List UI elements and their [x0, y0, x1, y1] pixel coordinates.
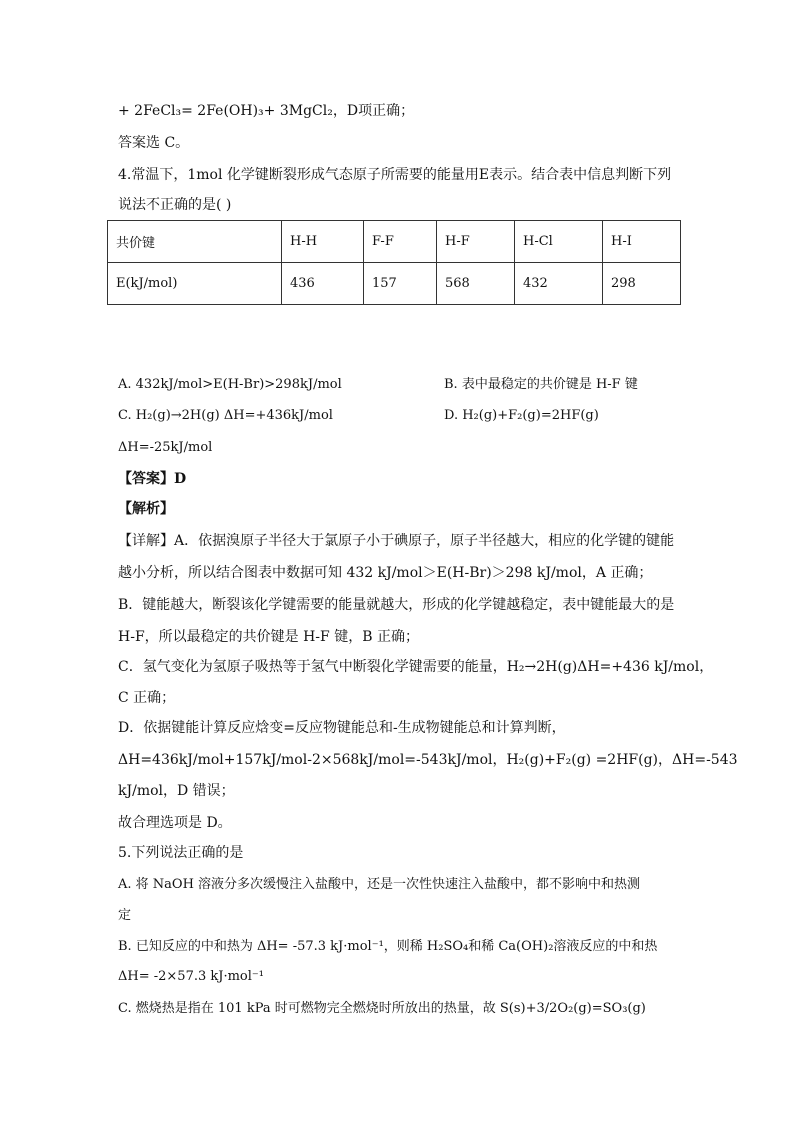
table-cell: 298 — [603, 263, 681, 305]
q4-option-a: A. 432kJ/mol>E(H-Br)>298kJ/mol — [118, 377, 342, 392]
table-cell: H-H — [282, 221, 364, 263]
detail-line: C 正确； — [118, 690, 176, 706]
table-cell: F-F — [364, 221, 437, 263]
table-cell: 157 — [364, 263, 437, 305]
q4-option-d: D. H₂(g)+F₂(g)=2HF(g) — [444, 408, 599, 423]
q4-stem-line-1: 4.常温下，1mol 化学键断裂形成气态原子所需要的能量用E表示。结合表中信息判断下列 — [118, 167, 672, 183]
q5-option-a-line-1: A. 将 NaOH 溶液分多次缓慢注入盐酸中，还是一次性快速注入盐酸中，都不影响中和热测 — [118, 877, 641, 892]
detail-line: D．依据键能计算反应焓变=反应物键能总和-生成物键能总和计算判断， — [118, 720, 566, 736]
table-cell: E(kJ/mol) — [108, 263, 282, 305]
q4-option-b: B. 表中最稳定的共价键是 H-F 键 — [444, 377, 638, 392]
q5-option-a-line-2: 定 — [118, 908, 132, 923]
detail-line: 故合理选项是 D。 — [118, 815, 232, 831]
intro-line-2: 答案选 C。 — [118, 135, 190, 151]
detail-line: B．键能越大，断裂该化学键需要的能量就越大，形成的化学键越稳定，表中键能最大的是 — [118, 597, 675, 613]
table-header-row — [108, 221, 681, 263]
q5-option-b-line-2: ΔH= -2×57.3 kJ·mol⁻¹ — [118, 969, 264, 984]
detail-line: kJ/mol，D 错误； — [118, 783, 235, 799]
table-cell: 432 — [515, 263, 603, 305]
detail-line: H-F，所以最稳定的共价键是 H-F 键，B 正确； — [118, 629, 419, 645]
table-cell: H-I — [603, 221, 681, 263]
q4-option-d-continued: ΔH=-25kJ/mol — [118, 440, 213, 455]
bond-energy-table — [107, 220, 681, 305]
detail-line: ΔH=436kJ/mol+157kJ/mol-2×568kJ/mol=-543kJ/mol，H₂(g)+F₂(g) =2HF(g)，ΔH=-543 — [118, 752, 738, 768]
intro-line-1: + 2FeCl₃= 2Fe(OH)₃+ 3MgCl₂，D项正确； — [118, 103, 415, 119]
q5-option-b-line-1: B. 已知反应的中和热为 ΔH= -57.3 kJ·mol⁻¹，则稀 H₂SO₄和稀 Ca(OH)₂溶液反应的中和热 — [118, 939, 658, 954]
q5-option-c-line-1: C. 燃烧热是指在 101 kPa 时可燃物完全燃烧时所放出的热量，故 S(s)+3/2O₂(g)=SO₃(g) — [118, 1001, 646, 1016]
detail-line: C．氢气变化为氢原子吸热等于氢气中断裂化学键需要的能量，H₂→2H(g)ΔH=+436 kJ/mol， — [118, 659, 714, 675]
table-row — [108, 263, 681, 305]
table-cell: 568 — [437, 263, 515, 305]
table-cell: 共价键 — [108, 221, 282, 263]
table-cell: H-F — [437, 221, 515, 263]
detail-line: 越小分析，所以结合图表中数据可知 432 kJ/mol＞E(H-Br)＞298 kJ/mol，A 正确； — [118, 565, 653, 581]
analysis-label: 【解析】 — [118, 501, 174, 517]
q5-stem: 5.下列说法正确的是 — [118, 845, 244, 861]
table-cell: H-Cl — [515, 221, 603, 263]
detail-line: 【详解】A．依据溴原子半径大于氯原子小于碘原子，原子半径越大，相应的化学键的键能 — [118, 533, 675, 549]
q4-stem-line-2: 说法不正确的是( ) — [118, 197, 232, 213]
table-cell: 436 — [282, 263, 364, 305]
q4-option-c: C. H₂(g)→2H(g) ΔH=+436kJ/mol — [118, 408, 333, 423]
answer-label: 【答案】D — [118, 471, 187, 487]
